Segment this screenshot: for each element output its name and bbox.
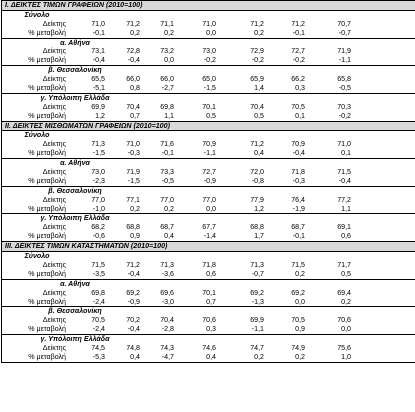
index-label: Δείκτης — [42, 260, 66, 269]
index-value: 68,2 — [91, 223, 105, 232]
change-value: 0,2 — [341, 297, 351, 306]
index-value: 74,5 — [91, 343, 105, 352]
index-value: 74,3 — [160, 343, 174, 352]
index-value: 71,9 — [126, 168, 140, 177]
change-row — [2, 177, 415, 186]
indices-table — [1, 0, 415, 363]
index-label: Δείκτης — [42, 168, 66, 177]
index-value: 70,5 — [91, 316, 105, 325]
change-value: -2,8 — [161, 325, 174, 334]
index-value: 69,9 — [250, 316, 264, 325]
index-value: 70,6 — [337, 316, 351, 325]
change-value: 1,1 — [164, 111, 174, 120]
change-row — [2, 232, 415, 241]
change-value: -0,2 — [251, 56, 264, 65]
index-value: 69,2 — [291, 288, 305, 297]
index-row — [2, 289, 415, 298]
group-title: β. Θεσσαλονίκη — [2, 65, 415, 75]
index-row — [2, 223, 415, 232]
change-value: 0,7 — [206, 297, 216, 306]
change-value: 0,2 — [295, 269, 305, 278]
group-title: γ. Υπόλοιπη Ελλάδα — [2, 93, 415, 103]
index-row — [2, 168, 415, 177]
index-value: 70,4 — [250, 102, 264, 111]
group-title: α. Αθήνα — [2, 38, 415, 48]
change-value: 0,2 — [164, 28, 174, 37]
change-value: 0,8 — [130, 84, 140, 93]
change-value: -0,4 — [127, 269, 140, 278]
index-value: 73,1 — [91, 47, 105, 56]
index-value: 72,9 — [250, 47, 264, 56]
index-value: 69,6 — [160, 288, 174, 297]
change-value: -0,1 — [161, 149, 174, 158]
change-value: 1,1 — [341, 204, 351, 213]
change-value: -3,6 — [161, 269, 174, 278]
change-value: 0,1 — [341, 149, 351, 158]
change-value: -1,0 — [92, 204, 105, 213]
index-value: 70,5 — [291, 102, 305, 111]
change-value: 0,5 — [254, 111, 264, 120]
change-value: 0,4 — [164, 232, 174, 241]
change-value: -0,3 — [127, 149, 140, 158]
index-value: 66,2 — [291, 75, 305, 84]
change-value: -1,5 — [203, 84, 216, 93]
index-value: 71,2 — [250, 140, 264, 149]
change-value: 0,2 — [254, 28, 264, 37]
index-row — [2, 75, 415, 84]
index-value: 77,1 — [126, 195, 140, 204]
index-value: 71,0 — [91, 19, 105, 28]
change-value: -0,8 — [251, 176, 264, 185]
change-value: -1,1 — [203, 149, 216, 158]
change-value: 0,5 — [341, 269, 351, 278]
index-value: 70,3 — [337, 102, 351, 111]
index-value: 71,2 — [250, 19, 264, 28]
index-value: 71,9 — [337, 47, 351, 56]
table-bottom-border — [2, 362, 415, 363]
index-value: 71,8 — [291, 168, 305, 177]
change-value: 1,2 — [254, 204, 264, 213]
change-value: -5,1 — [92, 84, 105, 93]
change-value: 0,0 — [295, 297, 305, 306]
change-value: 1,4 — [254, 84, 264, 93]
group-title: β. Θεσσαλονίκη — [2, 306, 415, 316]
index-value: 71,0 — [202, 19, 216, 28]
change-value: -2,4 — [92, 297, 105, 306]
index-label: Δείκτης — [42, 19, 66, 28]
change-value: 0,1 — [295, 111, 305, 120]
index-value: 73,2 — [160, 47, 174, 56]
index-value: 72,8 — [126, 47, 140, 56]
change-value: 0,0 — [341, 325, 351, 334]
change-value: -0,1 — [92, 28, 105, 37]
change-value: -0,2 — [292, 56, 305, 65]
change-value: -3,5 — [92, 269, 105, 278]
change-value: -0,9 — [127, 297, 140, 306]
change-row — [2, 325, 415, 334]
index-value: 76,4 — [291, 195, 305, 204]
index-label: Δείκτης — [42, 75, 66, 84]
index-row — [2, 196, 415, 205]
change-label: % μεταβολή — [28, 84, 66, 93]
index-value: 71,8 — [202, 260, 216, 269]
index-row — [2, 316, 415, 325]
index-value: 71,2 — [126, 19, 140, 28]
group-title: Σύνολο — [2, 130, 415, 140]
change-value: 0,3 — [295, 84, 305, 93]
change-value: -0,7 — [338, 28, 351, 37]
change-value: 1,7 — [254, 232, 264, 241]
index-value: 69,2 — [250, 288, 264, 297]
change-label: % μεταβολή — [28, 28, 66, 37]
index-value: 73,3 — [160, 168, 174, 177]
change-label: % μεταβολή — [28, 352, 66, 361]
change-value: 1,0 — [341, 352, 351, 361]
change-value: 0,4 — [130, 352, 140, 361]
change-value: -0,4 — [338, 176, 351, 185]
index-label: Δείκτης — [42, 343, 66, 352]
change-label: % μεταβολή — [28, 176, 66, 185]
change-row — [2, 149, 415, 158]
change-value: -3,0 — [161, 297, 174, 306]
index-value: 77,0 — [202, 195, 216, 204]
change-row — [2, 298, 415, 307]
change-label: % μεταβολή — [28, 149, 66, 158]
index-value: 71,1 — [160, 19, 174, 28]
index-value: 74,7 — [250, 343, 264, 352]
change-value: -4,7 — [161, 352, 174, 361]
section-title: II. ΔΕΙΚΤΕΣ ΜΙΣΘΩΜΑΤΩΝ ΓΡΑΦΕΙΩΝ (2010=100) — [2, 121, 415, 131]
section-title: III. ΔΕΙΚΤΕΣ ΤΙΜΩΝ ΚΑΤΑΣΤΗΜΑΤΩΝ (2010=100) — [2, 241, 415, 251]
change-value: 1,2 — [95, 111, 105, 120]
index-label: Δείκτης — [42, 316, 66, 325]
change-row — [2, 270, 415, 279]
change-value: -0,3 — [292, 176, 305, 185]
section-title: I. ΔΕΙΚΤΕΣ ΤΙΜΩΝ ΓΡΑΦΕΙΩΝ (2010=100) — [2, 0, 415, 10]
index-label: Δείκτης — [42, 47, 66, 56]
index-row — [2, 261, 415, 270]
change-value: 0,4 — [254, 149, 264, 158]
index-value: 65,5 — [91, 75, 105, 84]
index-value: 65,8 — [337, 75, 351, 84]
index-value: 72,7 — [291, 47, 305, 56]
index-value: 71,3 — [91, 140, 105, 149]
change-value: -0,4 — [92, 56, 105, 65]
index-value: 71,5 — [91, 260, 105, 269]
group-title: γ. Υπόλοιπη Ελλάδα — [2, 213, 415, 223]
index-value: 70,5 — [291, 316, 305, 325]
index-label: Δείκτης — [42, 140, 66, 149]
index-value: 71,5 — [291, 260, 305, 269]
index-row — [2, 20, 415, 29]
change-value: 0,2 — [295, 352, 305, 361]
group-title: γ. Υπόλοιπη Ελλάδα — [2, 334, 415, 344]
index-value: 74,9 — [291, 343, 305, 352]
change-value: -0,7 — [251, 269, 264, 278]
index-value: 66,0 — [126, 75, 140, 84]
index-value: 65,9 — [250, 75, 264, 84]
change-value: -5,3 — [92, 352, 105, 361]
index-label: Δείκτης — [42, 223, 66, 232]
index-value: 73,0 — [202, 47, 216, 56]
index-value: 70,6 — [202, 316, 216, 325]
index-value: 72,7 — [202, 168, 216, 177]
index-value: 68,7 — [291, 223, 305, 232]
change-value: -1,5 — [92, 149, 105, 158]
index-value: 71,2 — [126, 260, 140, 269]
index-value: 71,3 — [160, 260, 174, 269]
index-value: 70,1 — [202, 288, 216, 297]
index-value: 71,0 — [337, 140, 351, 149]
change-value: 0,4 — [206, 352, 216, 361]
change-value: 0,0 — [206, 28, 216, 37]
change-label: % μεταβολή — [28, 269, 66, 278]
change-value: -2,3 — [92, 176, 105, 185]
change-value: 0,2 — [130, 28, 140, 37]
change-value: 0,0 — [164, 56, 174, 65]
index-value: 70,9 — [202, 140, 216, 149]
change-value: -1,1 — [251, 325, 264, 334]
change-value: -1,3 — [251, 297, 264, 306]
index-value: 70,9 — [291, 140, 305, 149]
index-value: 72,0 — [250, 168, 264, 177]
index-value: 71,6 — [160, 140, 174, 149]
change-value: 0,2 — [164, 204, 174, 213]
index-value: 68,8 — [126, 223, 140, 232]
index-value: 70,1 — [202, 102, 216, 111]
change-label: % μεταβολή — [28, 204, 66, 213]
change-label: % μεταβολή — [28, 297, 66, 306]
group-title: β. Θεσσαλονίκη — [2, 186, 415, 196]
index-value: 74,8 — [126, 343, 140, 352]
change-value: -0,4 — [127, 325, 140, 334]
index-value: 71,0 — [126, 140, 140, 149]
change-value: -1,4 — [203, 232, 216, 241]
change-value: 0,7 — [130, 111, 140, 120]
change-value: -2,4 — [92, 325, 105, 334]
group-title: Σύνολο — [2, 10, 415, 20]
change-value: -0,2 — [203, 56, 216, 65]
group-title: α. Αθήνα — [2, 279, 415, 289]
change-value: 0,2 — [254, 352, 264, 361]
change-value: -0,1 — [292, 232, 305, 241]
index-row — [2, 344, 415, 353]
change-value: 0,0 — [206, 204, 216, 213]
change-value: -1,9 — [292, 204, 305, 213]
index-value: 68,8 — [250, 223, 264, 232]
change-value: -1,5 — [127, 176, 140, 185]
index-value: 77,0 — [91, 195, 105, 204]
change-value: -0,1 — [292, 28, 305, 37]
change-label: % μεταβολή — [28, 232, 66, 241]
change-value: -0,4 — [127, 56, 140, 65]
change-row — [2, 29, 415, 38]
change-label: % μεταβολή — [28, 56, 66, 65]
index-value: 71,5 — [337, 168, 351, 177]
index-value: 71,2 — [291, 19, 305, 28]
change-label: % μεταβολή — [28, 111, 66, 120]
index-label: Δείκτης — [42, 288, 66, 297]
change-row — [2, 353, 415, 362]
index-value: 75,6 — [337, 343, 351, 352]
change-row — [2, 56, 415, 65]
change-label: % μεταβολή — [28, 325, 66, 334]
index-row — [2, 140, 415, 149]
index-value: 69,1 — [337, 223, 351, 232]
index-value: 69,4 — [337, 288, 351, 297]
change-value: 0,9 — [295, 325, 305, 334]
change-value: -2,7 — [161, 84, 174, 93]
index-label: Δείκτης — [42, 102, 66, 111]
index-value: 65,0 — [202, 75, 216, 84]
index-value: 77,2 — [337, 195, 351, 204]
change-value: 0,6 — [341, 232, 351, 241]
index-value: 77,9 — [250, 195, 264, 204]
index-value: 69,8 — [160, 102, 174, 111]
index-value: 68,7 — [160, 223, 174, 232]
change-value: -1,1 — [338, 56, 351, 65]
index-value: 70,7 — [337, 19, 351, 28]
index-value: 66,0 — [160, 75, 174, 84]
change-value: 0,5 — [206, 111, 216, 120]
change-value: -0,6 — [92, 232, 105, 241]
group-title: α. Αθήνα — [2, 158, 415, 168]
index-value: 70,4 — [160, 316, 174, 325]
change-value: 0,2 — [130, 204, 140, 213]
change-row — [2, 205, 415, 214]
group-title: Σύνολο — [2, 251, 415, 261]
change-row — [2, 112, 415, 121]
index-row — [2, 47, 415, 56]
change-value: 0,3 — [206, 325, 216, 334]
index-label: Δείκτης — [42, 195, 66, 204]
index-row — [2, 103, 415, 112]
change-value: -0,2 — [338, 111, 351, 120]
change-value: -0,9 — [203, 176, 216, 185]
change-value: 0,9 — [130, 232, 140, 241]
index-value: 67,7 — [202, 223, 216, 232]
index-value: 69,2 — [126, 288, 140, 297]
index-value: 77,0 — [160, 195, 174, 204]
index-value: 70,4 — [126, 102, 140, 111]
change-value: -0,4 — [292, 149, 305, 158]
index-value: 69,8 — [91, 288, 105, 297]
change-value: -0,5 — [161, 176, 174, 185]
change-value: 0,6 — [206, 269, 216, 278]
index-value: 70,2 — [126, 316, 140, 325]
index-value: 74,6 — [202, 343, 216, 352]
change-value: -0,5 — [338, 84, 351, 93]
change-row — [2, 84, 415, 93]
index-value: 69,9 — [91, 102, 105, 111]
index-value: 71,7 — [337, 260, 351, 269]
index-value: 71,3 — [250, 260, 264, 269]
index-value: 73,0 — [91, 168, 105, 177]
